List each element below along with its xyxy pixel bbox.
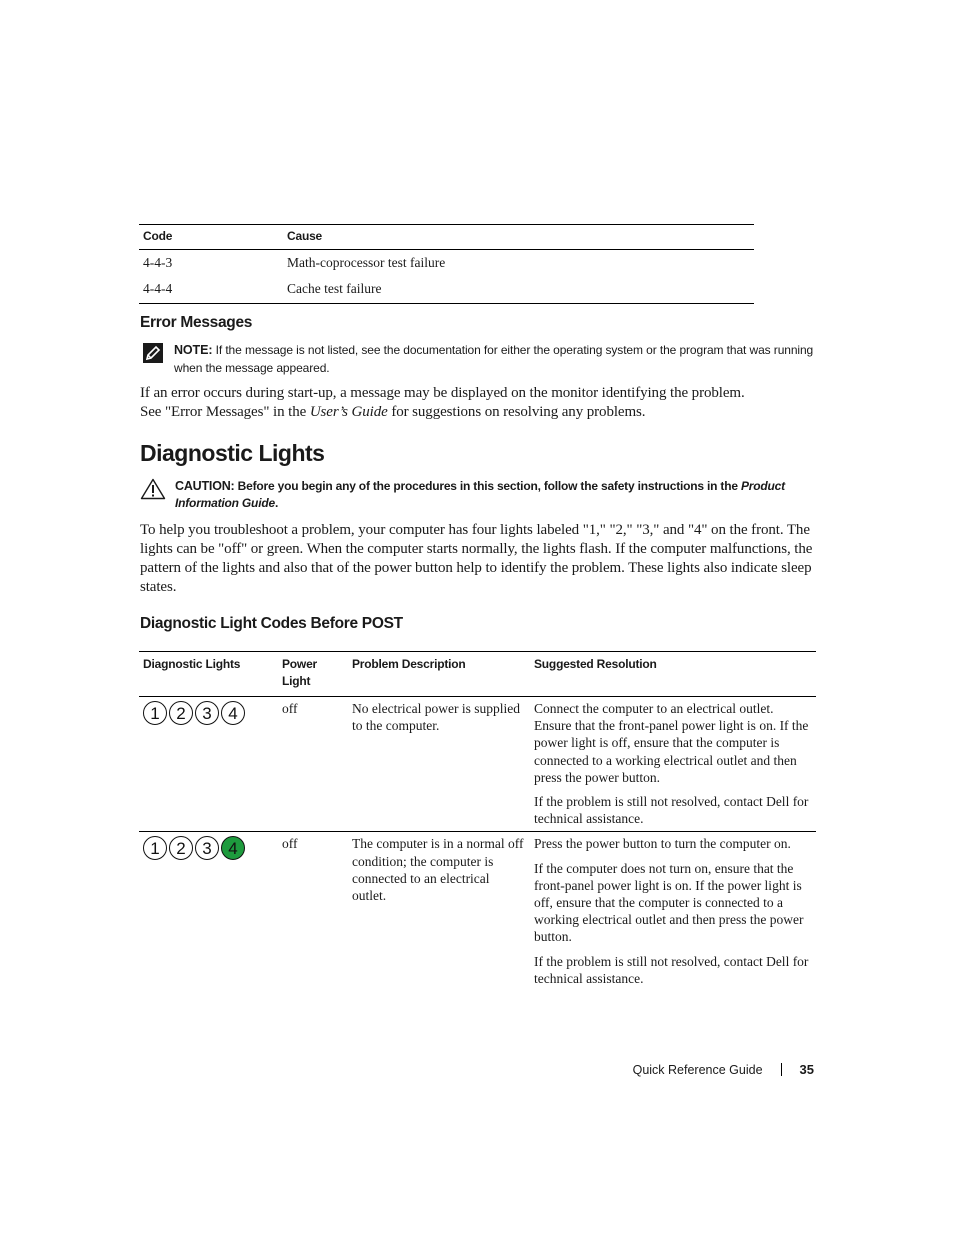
caution-label: CAUTION:	[175, 479, 235, 493]
post-codes-heading: Diagnostic Light Codes Before POST	[140, 615, 403, 632]
resolution-paragraph: If the problem is still not resolved, contact Dell for technical assistance.	[534, 953, 809, 986]
problem-description-cell: The computer is in a normal off condition; the computer is connected to an electrical outlet.	[352, 836, 524, 904]
diagnostic-light-1: 1	[143, 836, 167, 860]
error-paragraph	[140, 384, 815, 422]
footer-title: Quick Reference Guide	[632, 1062, 763, 1077]
error-paragraph-line-1: If an error occurs during start-up, a message may be displayed on the monitor identifying the problem.	[140, 385, 745, 401]
note-text	[174, 341, 815, 377]
diagnostic-lights-pattern	[143, 836, 274, 860]
note-block	[140, 341, 815, 377]
page-number: 35	[799, 1062, 814, 1077]
cause-cell: Math-coprocessor test failure	[287, 255, 446, 270]
caution-block	[140, 478, 815, 512]
caution-text	[175, 478, 815, 512]
code-cell: 4-4-3	[143, 255, 173, 270]
code-cell: 4-4-4	[139, 276, 283, 304]
resolution-paragraph: If the computer does not turn on, ensure that the front-panel power light is on. If the power light is off, ensure that the computer is connected to a working electrical outlet and then press the power button.	[534, 860, 804, 945]
column-header-diagnostic-lights: Diagnostic Lights	[139, 652, 278, 697]
diagnostic-light-2: 2	[169, 836, 193, 860]
power-header-line-2: Light	[282, 674, 311, 688]
product-information-guide-reference: Product Information Guide	[175, 479, 785, 510]
diagnostic-codes-table	[139, 651, 816, 991]
error-paragraph-line-2-suffix: for suggestions on resolving any problems.	[387, 404, 646, 420]
problem-description-cell: No electrical power is supplied to the computer.	[348, 697, 530, 832]
diagnostic-light-4: 4	[221, 701, 245, 725]
caution-period: .	[274, 496, 279, 510]
lights-cell	[139, 832, 278, 991]
table-row	[139, 697, 816, 832]
column-header-cause: Cause	[283, 225, 754, 250]
resolution-paragraph: Connect the computer to an electrical outlet. Ensure that the front-panel power light is on. If the power light is off, ensure that the computer is connected to a working electrical outlet and then press the power button.	[534, 701, 809, 785]
table-row	[139, 832, 816, 991]
table-row	[139, 250, 754, 277]
column-header-suggested-resolution: Suggested Resolution	[530, 652, 816, 697]
power-light-cell: off	[282, 836, 298, 852]
error-paragraph-line-2-prefix: See "Error Messages" in the	[140, 404, 310, 420]
diagnostic-light-3: 3	[195, 836, 219, 860]
table-header-row	[139, 652, 816, 697]
power-header-line-1: Power	[282, 657, 318, 671]
diagnostic-lights-pattern	[143, 701, 274, 725]
table-row	[139, 276, 754, 304]
diagnostic-lights-heading: Diagnostic Lights	[140, 440, 325, 466]
resolution-paragraph: If the problem is still not resolved, contact Dell for technical assistance.	[534, 794, 809, 827]
diagnostic-light-2: 2	[169, 701, 193, 725]
power-light-cell: off	[278, 697, 348, 832]
resolution-paragraph: Press the power button to turn the computer on.	[534, 836, 791, 852]
footer-divider	[781, 1063, 782, 1076]
error-messages-heading: Error Messages	[140, 314, 253, 331]
table-header-row	[139, 225, 754, 250]
caution-triangle-icon	[140, 478, 166, 500]
beep-code-table	[139, 224, 754, 304]
lights-cell	[139, 697, 278, 832]
diagnostic-lights-intro: To help you troubleshoot a problem, your computer has four lights labeled "1," "2," "3," and "4" on the front. The lights can be "off" or green. When the computer starts normally, the lights flash. If the computer malfunctions, the pattern of the lights and also that of the power button help to identify the problem. These lights also indicate sleep states.	[140, 522, 813, 595]
diagnostic-light-4: 4	[221, 836, 245, 860]
cause-cell: Cache test failure	[283, 276, 754, 304]
note-label: NOTE:	[174, 343, 213, 357]
users-guide-reference: User’s Guide	[309, 404, 388, 420]
diagnostic-light-1: 1	[143, 701, 167, 725]
suggested-resolution-cell	[530, 832, 816, 991]
note-pencil-icon	[143, 343, 163, 363]
caution-body: Before you begin any of the procedures in this section, follow the safety instructions in the	[237, 479, 738, 493]
suggested-resolution-cell	[530, 697, 816, 832]
note-body: If the message is not listed, see the documentation for either the operating system or the program that was running when the message appeared.	[174, 343, 814, 375]
page-footer	[633, 1062, 814, 1077]
column-header-problem-description: Problem Description	[348, 652, 530, 697]
column-header-power-light	[278, 652, 348, 697]
column-header-code: Code	[139, 225, 283, 250]
diagnostic-light-3: 3	[195, 701, 219, 725]
